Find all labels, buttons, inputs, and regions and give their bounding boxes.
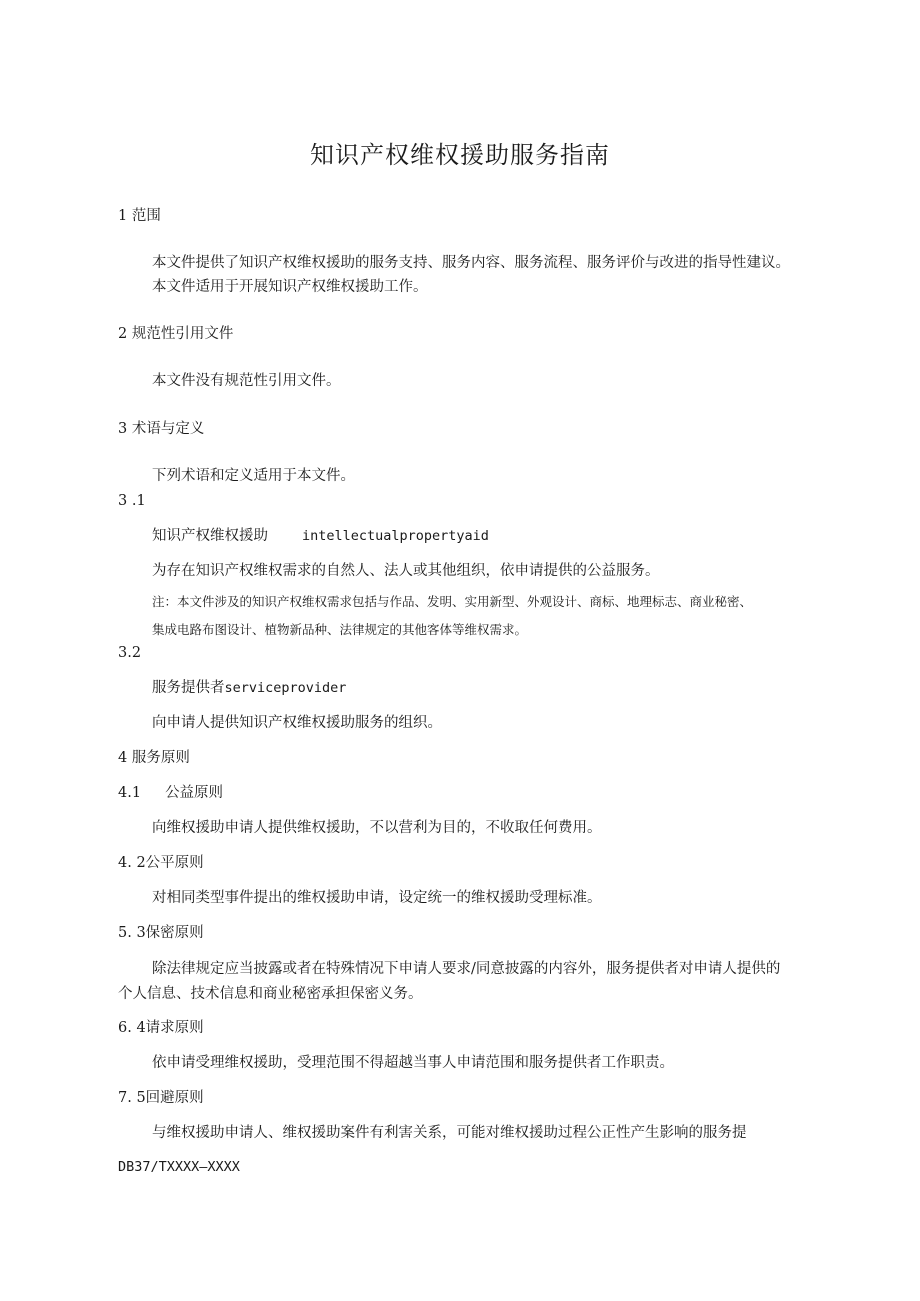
subsection-4-5-paragraph: 与维权援助申请人、维权援助案件有利害关系，可能对维权援助过程公正性产生影响的服务提 <box>152 1125 747 1141</box>
subsection-4-1-paragraph: 向维权援助申请人提供维权援助，不以营利为目的，不收取任何费用。 <box>152 820 602 836</box>
term-2-line <box>152 678 346 698</box>
subsection-4-3-paragraph-line-1: 除法律规定应当披露或者在特殊情况下申请人要求/同意披露的内容外，服务提供者对申请人提供的 <box>152 961 781 977</box>
subsection-4-3-paragraph-line-2: 个人信息、技术信息和商业秘密承担保密义务。 <box>118 986 423 1002</box>
term-2-english: serviceprovider <box>224 680 347 696</box>
note-line-1: 注：本文件涉及的知识产权维权需求包括与作品、发明、实用新型、外观设计、商标、地理标志、商业秘密、 <box>152 594 753 609</box>
section-3-heading: 3 术语与定义 <box>118 421 205 437</box>
subsection-4-2-heading: 4. 2公平原则 <box>118 855 204 871</box>
subsection-4-3-heading: 5. 3保密原则 <box>118 925 204 941</box>
term-1-line <box>152 526 489 546</box>
term-2-chinese: 服务提供者 <box>152 680 225 696</box>
document-title: 知识产权维权援助服务指南 <box>310 141 610 169</box>
subsection-4-1-title: 公益原则 <box>165 785 224 801</box>
term-1-english: intellectualpropertyaid <box>302 528 489 544</box>
section-2-heading: 2 规范性引用文件 <box>118 326 234 342</box>
subsection-4-1-heading <box>118 783 223 803</box>
section-1-heading: 1 范围 <box>118 208 161 224</box>
subsection-4-4-paragraph: 依申请受理维权援助，受理范围不得超越当事人申请范围和服务提供者工作职责。 <box>152 1055 674 1071</box>
document-code-footer: DB37/TXXXX—XXXX <box>118 1159 240 1175</box>
section-2-paragraph-1: 本文件没有规范性引用文件。 <box>152 373 341 389</box>
term-1-chinese: 知识产权维权援助 <box>152 528 268 544</box>
section-3-paragraph-1: 下列术语和定义适用于本文件。 <box>152 468 355 484</box>
section-1-paragraph-1: 本文件提供了知识产权维权援助的服务支持、服务内容、服务流程、服务评价与改进的指导性建议。 <box>152 255 790 271</box>
subsection-4-1-number: 4.1 <box>118 785 142 801</box>
note-line-2: 集成电路布图设计、植物新品种、法律规定的其他客体等维权需求。 <box>152 622 528 637</box>
term-2-definition: 向申请人提供知识产权维权援助服务的组织。 <box>152 715 442 731</box>
term-1-definition: 为存在知识产权维权需求的自然人、法人或其他组织，依申请提供的公益服务。 <box>152 563 660 579</box>
term-2-number: 3.2 <box>118 645 142 661</box>
term-1-number: 3 .1 <box>118 493 146 509</box>
subsection-4-5-heading: 7. 5回避原则 <box>118 1090 204 1106</box>
section-1-paragraph-2: 本文件适用于开展知识产权维权援助工作。 <box>152 279 428 295</box>
subsection-4-2-paragraph: 对相同类型事件提出的维权援助申请，设定统一的维权援助受理标准。 <box>152 890 602 906</box>
section-4-heading: 4 服务原则 <box>118 750 190 766</box>
subsection-4-4-heading: 6. 4请求原则 <box>118 1020 204 1036</box>
